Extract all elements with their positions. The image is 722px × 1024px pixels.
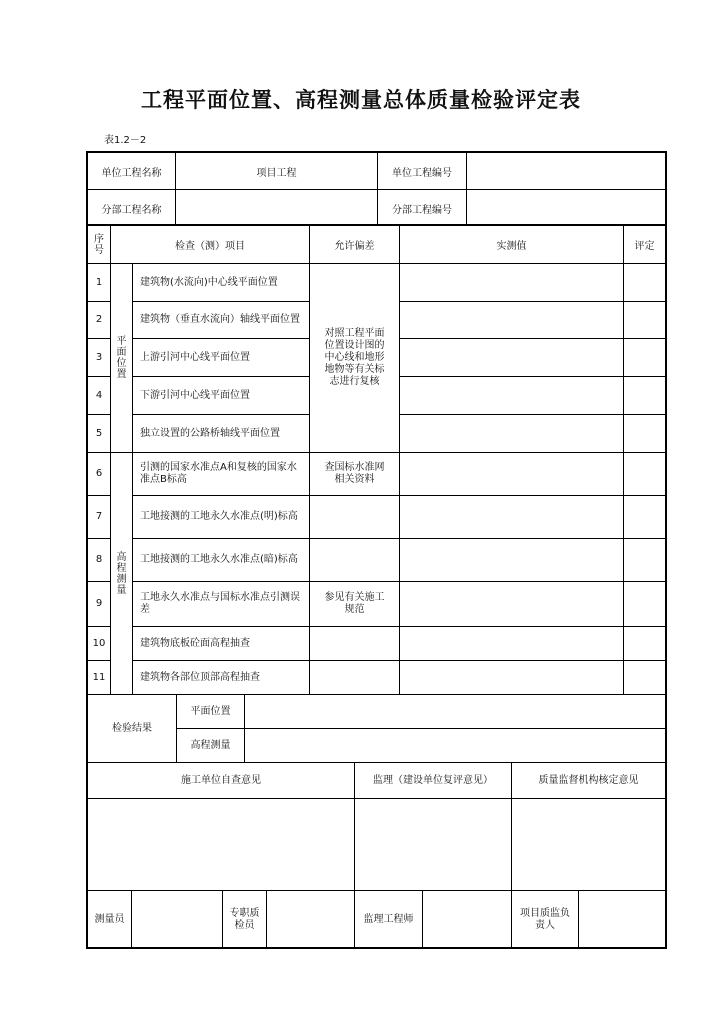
row-measured-cell[interactable] xyxy=(400,414,624,452)
engineer-label: 监理工程师 xyxy=(355,890,423,949)
row-item: 建筑物（垂直水流向）轴线平面位置 xyxy=(133,301,310,338)
col-tolerance-header: 允许偏差 xyxy=(310,224,400,264)
pm-field[interactable] xyxy=(579,890,665,949)
row-measured-cell[interactable] xyxy=(400,660,624,694)
row-item: 工地接测的工地永久水准点(明)标高 xyxy=(133,495,310,538)
row-item: 工地永久水准点与国标水准点引测误差 xyxy=(133,581,310,626)
row-item: 引测的国家水准点A和复核的国家水准点B标高 xyxy=(133,452,310,495)
sub-project-name-label: 分部工程名称 xyxy=(88,190,176,226)
sub-project-name-field[interactable] xyxy=(176,190,378,226)
row-number: 3 xyxy=(88,338,111,376)
unit-project-name-label: 单位工程名称 xyxy=(88,153,176,189)
result-label: 检验结果 xyxy=(88,694,177,762)
row-measured-cell[interactable] xyxy=(400,538,624,581)
tolerance-plane: 对照工程平面位置设计图的中心线和地形地物等有关标志进行复核 xyxy=(310,263,400,452)
col-item-header: 检查（测）项目 xyxy=(111,224,310,264)
row-number: 8 xyxy=(88,538,111,581)
row-number: 4 xyxy=(88,376,111,414)
row-rating-cell[interactable] xyxy=(624,452,665,495)
tolerance-row11[interactable] xyxy=(310,660,400,694)
form-number: 表1.2－2 xyxy=(104,135,147,146)
col-rating-header: 评定 xyxy=(624,224,665,264)
tolerance-row6: 查国标水准网相关资料 xyxy=(310,452,400,495)
header-block xyxy=(86,151,667,226)
row-measured-cell[interactable] xyxy=(400,495,624,538)
surveyor-label: 测量员 xyxy=(88,890,132,949)
opinion-supervisor-label: 监理（建设单位复评意见） xyxy=(355,762,512,798)
tolerance-row8[interactable] xyxy=(310,538,400,581)
opinion-supervisor-area[interactable] xyxy=(355,798,512,890)
row-number: 5 xyxy=(88,414,111,452)
row-number: 9 xyxy=(88,581,111,626)
row-measured-cell[interactable] xyxy=(400,581,624,626)
surveyor-field[interactable] xyxy=(132,890,223,949)
page-title: 工程平面位置、高程测量总体质量检验评定表 xyxy=(141,88,581,112)
row-number: 6 xyxy=(88,452,111,495)
row-item: 独立设置的公路桥轴线平面位置 xyxy=(133,414,310,452)
result-elevation-label: 高程测量 xyxy=(177,728,245,762)
row-number: 7 xyxy=(88,495,111,538)
result-elevation-field[interactable] xyxy=(245,728,665,762)
row-measured-cell[interactable] xyxy=(400,301,624,338)
unit-project-name-value: 项目工程 xyxy=(176,153,378,189)
opinion-contractor-label: 施工单位自查意见 xyxy=(88,762,355,798)
row-measured-cell[interactable] xyxy=(400,452,624,495)
tolerance-row10[interactable] xyxy=(310,626,400,660)
row-rating-cell[interactable] xyxy=(624,414,665,452)
row-measured-cell[interactable] xyxy=(400,626,624,660)
inspector-label: 专职质检员 xyxy=(223,890,267,949)
opinion-contractor-area[interactable] xyxy=(88,798,355,890)
row-measured-cell[interactable] xyxy=(400,376,624,414)
row-number: 11 xyxy=(88,660,111,694)
pm-label: 项目质监负责人 xyxy=(512,890,579,949)
row-item: 建筑物各部位顶部高程抽查 xyxy=(133,660,310,694)
row-rating-cell[interactable] xyxy=(624,263,665,301)
row-rating-cell[interactable] xyxy=(624,495,665,538)
unit-project-no-label: 单位工程编号 xyxy=(378,153,467,189)
row-item: 工地接测的工地永久水准点(暗)标高 xyxy=(133,538,310,581)
inspector-field[interactable] xyxy=(267,890,355,949)
row-rating-cell[interactable] xyxy=(624,538,665,581)
engineer-field[interactable] xyxy=(423,890,512,949)
tolerance-row7[interactable] xyxy=(310,495,400,538)
sub-project-no-field[interactable] xyxy=(467,190,665,226)
row-item: 下游引河中心线平面位置 xyxy=(133,376,310,414)
row-number: 10 xyxy=(88,626,111,660)
col-seq-header: 序 号 xyxy=(88,224,111,264)
row-rating-cell[interactable] xyxy=(624,338,665,376)
row-item: 上游引河中心线平面位置 xyxy=(133,338,310,376)
opinion-quality-label: 质量监督机构核定意见 xyxy=(512,762,665,798)
main-grid xyxy=(86,224,667,949)
row-rating-cell[interactable] xyxy=(624,581,665,626)
row-measured-cell[interactable] xyxy=(400,338,624,376)
sub-project-no-label: 分部工程编号 xyxy=(378,190,467,226)
row-number: 1 xyxy=(88,263,111,301)
opinion-quality-area[interactable] xyxy=(512,798,665,890)
row-rating-cell[interactable] xyxy=(624,626,665,660)
result-plane-label: 平面位置 xyxy=(177,694,245,728)
unit-project-no-field[interactable] xyxy=(467,153,665,189)
row-measured-cell[interactable] xyxy=(400,263,624,301)
row-item: 建筑物(水流向)中心线平面位置 xyxy=(133,263,310,301)
group-elevation: 高 程 测 量 xyxy=(111,452,133,694)
group-plane-position: 平 面 位 置 xyxy=(111,263,133,452)
row-rating-cell[interactable] xyxy=(624,301,665,338)
row-rating-cell[interactable] xyxy=(624,376,665,414)
row-rating-cell[interactable] xyxy=(624,660,665,694)
tolerance-row9: 参见有关施工规范 xyxy=(310,581,400,626)
row-item: 建筑物底板砼面高程抽查 xyxy=(133,626,310,660)
col-measured-header: 实测值 xyxy=(400,224,624,264)
row-number: 2 xyxy=(88,301,111,338)
result-plane-field[interactable] xyxy=(245,694,665,728)
